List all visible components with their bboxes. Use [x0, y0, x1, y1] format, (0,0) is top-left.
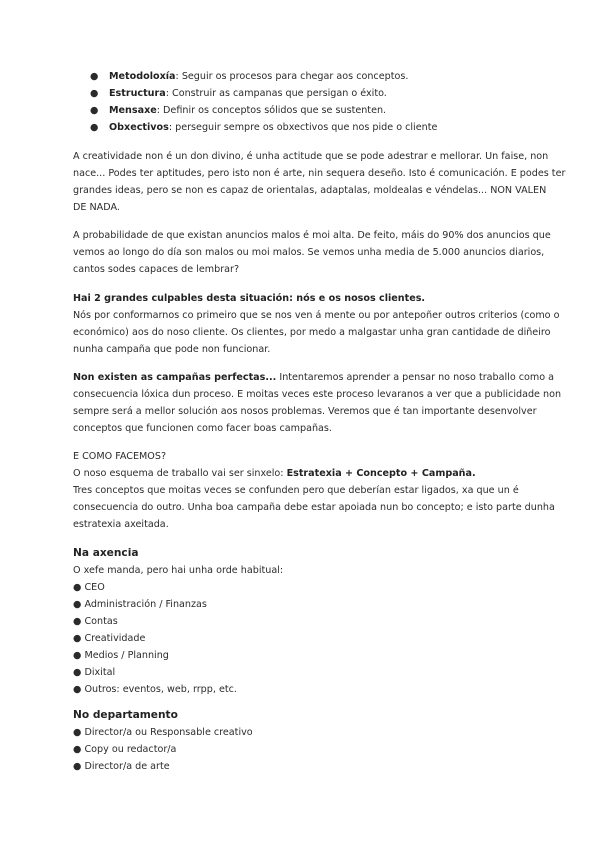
- text-line: cantos sodes capaces de lembrar?: [73, 264, 240, 275]
- text-line: nace... Podes ter aptitudes, pero isto non é arte, nin sequera deseño. Isto é comunicación. E podes ter: [73, 168, 566, 179]
- bullet-term: Metodoloxía: [109, 71, 176, 82]
- bullet-icon: ●: [90, 105, 99, 116]
- text-line: conceptos que funcionen como facer boas campañas.: [73, 423, 332, 434]
- bullet-icon: ●: [73, 599, 82, 610]
- text-line: nunha campaña que pode non funcionar.: [73, 344, 271, 355]
- list-item: ● Dixital: [73, 667, 116, 678]
- text-line: económico) aos do noso cliente. Os clientes, por medo a malgastar unha gran cantidade de diñeiro: [73, 327, 551, 338]
- bullet-icon: ●: [73, 684, 82, 695]
- section-heading: No departamento: [73, 709, 178, 721]
- bullet-desc: : Construir as campanas que persigan o éxito.: [165, 88, 387, 99]
- text-line: vemos ao longo do día son malos ou moi malos. Se vemos unha media de 5.000 anuncios diarios,: [73, 247, 545, 258]
- section-heading: Na axencia: [73, 547, 139, 559]
- section-axencia: [73, 545, 533, 698]
- bullet-icon: ●: [73, 744, 82, 755]
- text-line: Tres conceptos que moitas veces se confunden pero que deberían estar ligados, xa que un é: [73, 485, 519, 496]
- text-line: consecuencia do outro. Unha boa campaña debe estar apoiada nun bo concepto; e isto parte dunha: [73, 502, 555, 513]
- list-item: ● Director/a de arte: [73, 761, 170, 772]
- bullet-desc: : Seguir os procesos para chegar aos conceptos.: [175, 71, 409, 82]
- culpables-heading: Hai 2 grandes culpables desta situación: nós e os nosos clientes.: [73, 293, 426, 304]
- list-item: ● Copy ou redactor/a: [73, 744, 177, 755]
- text-line: O noso esquema de traballo vai ser sinxelo:: [73, 468, 287, 479]
- text-line: DE NADA.: [73, 202, 120, 213]
- bullet-icon: ●: [73, 650, 82, 661]
- list-item: ● Creatividade: [73, 633, 146, 644]
- text-line: sempre será a mellor solución aos nosos problemas. Veremos que é tan importante desenvolver: [73, 406, 537, 417]
- section-heading: E COMO FACEMOS?: [73, 451, 167, 462]
- text-line: A creatividade non é un don divino, é unha actitude que se pode adestrar e mellorar. Un faise, non: [73, 151, 549, 162]
- bullet-list: [90, 68, 530, 136]
- list-item: ● Administración / Finanzas: [73, 599, 207, 610]
- bullet-term: Estructura: [109, 88, 166, 99]
- list-item: ● Outros: eventos, web, rrpp, etc.: [73, 684, 237, 695]
- list-item: ● CEO: [73, 582, 105, 593]
- list-item: ● Director/a ou Responsable creativo: [73, 727, 253, 738]
- list-item: [90, 85, 530, 102]
- paragraph-probabilidade: [73, 227, 551, 278]
- section-como-facemos: [73, 448, 555, 533]
- bullet-desc: : Definir os conceptos sólidos que se sustenten.: [156, 105, 387, 116]
- bullet-icon: ●: [73, 633, 82, 644]
- section-departamento: [73, 707, 533, 775]
- paragraph-perfectas: [73, 369, 562, 437]
- paragraph-creatividade: [73, 148, 566, 216]
- bullet-icon: ●: [73, 761, 82, 772]
- text-line: grandes ideas, pero se non es capaz de orientalas, adaptalas, moldealas e véndelas... NON VALEN: [73, 185, 547, 196]
- list-item: [90, 68, 530, 85]
- bullet-term: Mensaxe: [109, 105, 157, 116]
- list-item: ● Contas: [73, 616, 118, 627]
- text-line: A probabilidade de que existan anuncios malos é moi alta. De feito, máis do 90% dos anuncios que: [73, 230, 551, 241]
- text-line: estratexia axeitada.: [73, 519, 169, 530]
- perfectas-lead: Non existen as campañas perfectas...: [73, 372, 277, 383]
- list-item: [90, 102, 530, 119]
- list-item: ● Medios / Planning: [73, 650, 169, 661]
- paragraph-culpables: [73, 290, 560, 358]
- bullet-icon: ●: [73, 727, 82, 738]
- list-item: [90, 119, 530, 136]
- bullet-icon: ●: [90, 71, 99, 82]
- bullet-icon: ●: [90, 122, 99, 133]
- scheme-text: Estratexia + Concepto + Campaña.: [286, 468, 476, 479]
- bullet-icon: ●: [73, 667, 82, 678]
- text-line: Intentaremos aprender a pensar no noso traballo como a: [276, 372, 555, 383]
- bullet-icon: ●: [73, 616, 82, 627]
- text-line: O xefe manda, pero hai unha orde habitual:: [73, 565, 284, 576]
- bullet-icon: ●: [90, 88, 99, 99]
- text-line: Nós por conformarnos co primeiro que se nos ven á mente ou por antepoñer outros criterios (como o: [73, 310, 560, 321]
- text-line: consecuencia lóxica dun proceso. E moitas veces este proceso levaranos a ver que a publicidade non: [73, 389, 562, 400]
- bullet-desc: : perseguir sempre os obxectivos que nos pide o cliente: [168, 122, 438, 133]
- bullet-icon: ●: [73, 582, 82, 593]
- bullet-term: Obxectivos: [109, 122, 169, 133]
